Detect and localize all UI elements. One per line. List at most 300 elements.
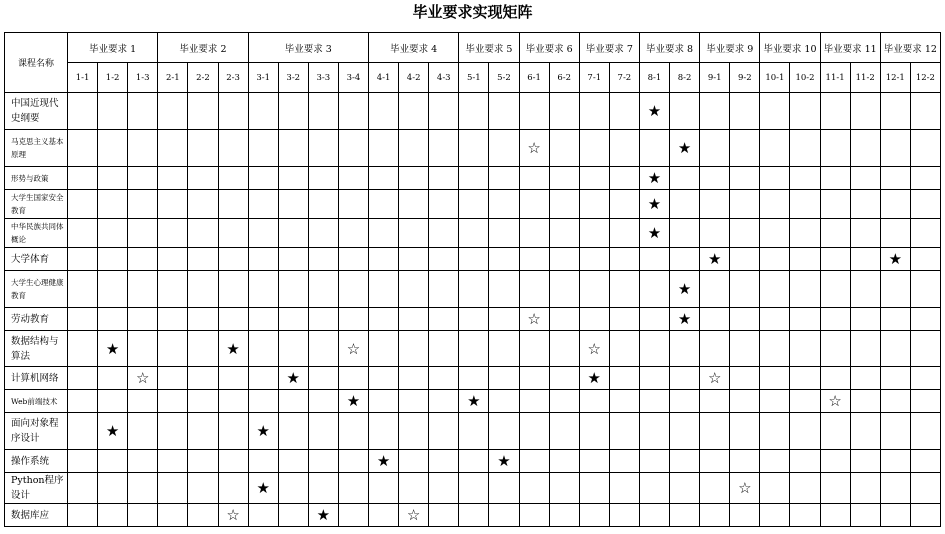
matrix-cell	[68, 271, 98, 308]
matrix-cell	[790, 271, 820, 308]
matrix-cell	[218, 219, 248, 248]
matrix-cell	[730, 413, 760, 450]
sub-requirement-1-3: 1-3	[128, 63, 158, 93]
matrix-cell	[850, 308, 880, 331]
matrix-cell	[880, 331, 910, 367]
matrix-cell	[218, 473, 248, 504]
matrix-cell	[128, 450, 158, 473]
matrix-cell	[158, 271, 188, 308]
matrix-cell	[910, 219, 940, 248]
sub-requirement-2-3: 2-3	[218, 63, 248, 93]
matrix-cell	[369, 308, 399, 331]
matrix-cell	[68, 504, 98, 527]
table-row	[5, 367, 941, 390]
matrix-cell	[639, 331, 669, 367]
matrix-cell	[429, 167, 459, 190]
matrix-cell	[579, 390, 609, 413]
matrix-cell	[68, 248, 98, 271]
filled-star-icon: ★	[670, 130, 700, 167]
matrix-cell	[98, 190, 128, 219]
matrix-cell	[760, 331, 790, 367]
matrix-cell	[188, 219, 218, 248]
course-name: 计算机网络	[5, 367, 68, 390]
matrix-cell	[369, 190, 399, 219]
matrix-cell	[910, 93, 940, 130]
matrix-cell	[730, 219, 760, 248]
matrix-cell	[188, 367, 218, 390]
matrix-cell	[338, 248, 368, 271]
matrix-cell	[760, 271, 790, 308]
matrix-cell	[188, 167, 218, 190]
filled-star-icon: ★	[218, 331, 248, 367]
filled-star-icon: ★	[308, 504, 338, 527]
matrix-cell	[880, 190, 910, 219]
matrix-cell	[910, 167, 940, 190]
matrix-cell	[98, 93, 128, 130]
matrix-cell	[489, 167, 519, 190]
matrix-cell	[850, 219, 880, 248]
matrix-cell	[308, 190, 338, 219]
matrix-cell	[910, 473, 940, 504]
matrix-cell	[700, 331, 730, 367]
matrix-cell	[429, 190, 459, 219]
matrix-cell	[338, 367, 368, 390]
matrix-cell	[639, 473, 669, 504]
matrix-cell	[128, 331, 158, 367]
matrix-cell	[880, 504, 910, 527]
matrix-cell	[369, 473, 399, 504]
matrix-cell	[459, 331, 489, 367]
sub-requirement-9-1: 9-1	[700, 63, 730, 93]
matrix-cell	[278, 504, 308, 527]
course-name-header: 课程名称	[5, 33, 68, 93]
matrix-cell	[760, 367, 790, 390]
table-row	[5, 93, 941, 130]
matrix-cell	[880, 450, 910, 473]
matrix-cell	[850, 271, 880, 308]
requirement-group-7: 毕业要求 7	[579, 33, 639, 63]
matrix-cell	[218, 271, 248, 308]
matrix-cell	[820, 450, 850, 473]
matrix-cell	[459, 93, 489, 130]
matrix-cell	[429, 473, 459, 504]
matrix-cell	[338, 473, 368, 504]
matrix-cell	[519, 167, 549, 190]
filled-star-icon: ★	[639, 219, 669, 248]
matrix-cell	[158, 413, 188, 450]
matrix-cell	[158, 190, 188, 219]
requirement-group-1: 毕业要求 1	[68, 33, 158, 63]
matrix-cell	[429, 308, 459, 331]
matrix-cell	[579, 167, 609, 190]
table-row	[5, 331, 941, 367]
matrix-cell	[369, 219, 399, 248]
matrix-cell	[188, 308, 218, 331]
sub-requirement-6-1: 6-1	[519, 63, 549, 93]
matrix-cell	[760, 130, 790, 167]
matrix-cell	[459, 308, 489, 331]
matrix-cell	[248, 271, 278, 308]
sub-requirement-7-2: 7-2	[609, 63, 639, 93]
matrix-cell	[820, 93, 850, 130]
matrix-cell	[549, 390, 579, 413]
matrix-cell	[369, 504, 399, 527]
requirement-group-10: 毕业要求 10	[760, 33, 820, 63]
matrix-cell	[639, 413, 669, 450]
matrix-cell	[338, 93, 368, 130]
outline-star-icon: ☆	[700, 367, 730, 390]
matrix-cell	[489, 367, 519, 390]
matrix-cell	[700, 93, 730, 130]
matrix-cell	[670, 167, 700, 190]
matrix-cell	[369, 413, 399, 450]
requirement-group-8: 毕业要求 8	[639, 33, 699, 63]
matrix-cell	[399, 308, 429, 331]
matrix-cell	[850, 450, 880, 473]
matrix-cell	[730, 504, 760, 527]
matrix-cell	[308, 219, 338, 248]
filled-star-icon: ★	[338, 390, 368, 413]
matrix-cell	[98, 167, 128, 190]
matrix-cell	[128, 390, 158, 413]
matrix-cell	[278, 413, 308, 450]
table-row	[5, 271, 941, 308]
filled-star-icon: ★	[639, 190, 669, 219]
table-row	[5, 248, 941, 271]
matrix-cell	[910, 190, 940, 219]
matrix-cell	[68, 331, 98, 367]
matrix-cell	[609, 450, 639, 473]
outline-star-icon: ☆	[338, 331, 368, 367]
matrix-cell	[609, 190, 639, 219]
matrix-cell	[519, 248, 549, 271]
matrix-cell	[790, 308, 820, 331]
matrix-cell	[308, 331, 338, 367]
matrix-cell	[218, 167, 248, 190]
matrix-cell	[549, 248, 579, 271]
matrix-cell	[760, 308, 790, 331]
matrix-cell	[68, 308, 98, 331]
matrix-cell	[639, 130, 669, 167]
matrix-cell	[489, 271, 519, 308]
matrix-cell	[248, 331, 278, 367]
matrix-cell	[820, 473, 850, 504]
matrix-cell	[880, 473, 910, 504]
matrix-cell	[850, 473, 880, 504]
matrix-cell	[248, 130, 278, 167]
matrix-cell	[639, 390, 669, 413]
matrix-cell	[700, 130, 730, 167]
matrix-cell	[910, 413, 940, 450]
matrix-cell	[278, 473, 308, 504]
matrix-cell	[369, 248, 399, 271]
matrix-cell	[429, 271, 459, 308]
matrix-cell	[188, 390, 218, 413]
matrix-cell	[609, 367, 639, 390]
filled-star-icon: ★	[670, 271, 700, 308]
requirement-group-9: 毕业要求 9	[700, 33, 760, 63]
matrix-cell	[910, 130, 940, 167]
filled-star-icon: ★	[98, 413, 128, 450]
matrix-cell	[760, 450, 790, 473]
course-name: 面向对象程序设计	[5, 413, 68, 450]
table-row	[5, 413, 941, 450]
matrix-cell	[158, 219, 188, 248]
matrix-cell	[880, 93, 910, 130]
matrix-cell	[338, 130, 368, 167]
matrix-cell	[579, 413, 609, 450]
sub-requirement-3-2: 3-2	[278, 63, 308, 93]
matrix-cell	[730, 308, 760, 331]
matrix-cell	[248, 504, 278, 527]
matrix-cell	[760, 167, 790, 190]
matrix-cell	[158, 167, 188, 190]
sub-header-row	[5, 63, 941, 93]
sub-requirement-3-4: 3-4	[338, 63, 368, 93]
table-row	[5, 450, 941, 473]
matrix-cell	[248, 93, 278, 130]
filled-star-icon: ★	[700, 248, 730, 271]
matrix-cell	[218, 413, 248, 450]
outline-star-icon: ☆	[519, 308, 549, 331]
matrix-cell	[790, 450, 820, 473]
matrix-cell	[459, 473, 489, 504]
matrix-cell	[519, 331, 549, 367]
table-row	[5, 167, 941, 190]
matrix-cell	[579, 450, 609, 473]
matrix-cell	[519, 413, 549, 450]
matrix-cell	[338, 271, 368, 308]
matrix-cell	[670, 190, 700, 219]
matrix-cell	[429, 248, 459, 271]
matrix-cell	[760, 219, 790, 248]
matrix-cell	[399, 167, 429, 190]
matrix-cell	[519, 473, 549, 504]
matrix-cell	[609, 93, 639, 130]
table-row	[5, 504, 941, 527]
matrix-cell	[790, 390, 820, 413]
matrix-cell	[489, 390, 519, 413]
matrix-cell	[128, 271, 158, 308]
matrix-cell	[188, 248, 218, 271]
matrix-cell	[188, 190, 218, 219]
matrix-cell	[489, 219, 519, 248]
matrix-cell	[248, 308, 278, 331]
matrix-cell	[68, 219, 98, 248]
matrix-cell	[639, 248, 669, 271]
matrix-cell	[308, 308, 338, 331]
matrix-cell	[519, 367, 549, 390]
filled-star-icon: ★	[670, 308, 700, 331]
matrix-cell	[579, 473, 609, 504]
sub-requirement-7-1: 7-1	[579, 63, 609, 93]
matrix-cell	[98, 390, 128, 413]
matrix-cell	[459, 450, 489, 473]
matrix-cell	[338, 413, 368, 450]
matrix-cell	[68, 390, 98, 413]
course-name: 大学生国家安全教育	[5, 190, 68, 219]
outline-star-icon: ☆	[579, 331, 609, 367]
matrix-cell	[880, 308, 910, 331]
matrix-cell	[850, 167, 880, 190]
matrix-cell	[730, 367, 760, 390]
matrix-cell	[399, 473, 429, 504]
matrix-cell	[700, 219, 730, 248]
matrix-cell	[519, 450, 549, 473]
matrix-cell	[549, 93, 579, 130]
course-name: 数据结构与算法	[5, 331, 68, 367]
matrix-cell	[308, 248, 338, 271]
matrix-cell	[98, 271, 128, 308]
matrix-cell	[700, 271, 730, 308]
filled-star-icon: ★	[639, 93, 669, 130]
matrix-cell	[670, 473, 700, 504]
matrix-cell	[128, 504, 158, 527]
matrix-cell	[700, 390, 730, 413]
matrix-cell	[399, 367, 429, 390]
matrix-cell	[459, 504, 489, 527]
matrix-cell	[730, 190, 760, 219]
matrix-cell	[188, 450, 218, 473]
matrix-cell	[128, 413, 158, 450]
matrix-cell	[128, 167, 158, 190]
matrix-cell	[579, 190, 609, 219]
matrix-cell	[369, 390, 399, 413]
matrix-cell	[278, 271, 308, 308]
requirement-group-3: 毕业要求 3	[248, 33, 368, 63]
matrix-cell	[338, 219, 368, 248]
matrix-cell	[489, 413, 519, 450]
matrix-cell	[549, 308, 579, 331]
course-name: 中国近现代史纲要	[5, 93, 68, 130]
matrix-cell	[910, 504, 940, 527]
matrix-cell	[850, 367, 880, 390]
sub-requirement-4-2: 4-2	[399, 63, 429, 93]
matrix-cell	[910, 248, 940, 271]
matrix-cell	[369, 367, 399, 390]
matrix-cell	[609, 504, 639, 527]
matrix-cell	[820, 248, 850, 271]
group-header-row	[5, 33, 941, 63]
matrix-cell	[399, 331, 429, 367]
filled-star-icon: ★	[489, 450, 519, 473]
matrix-cell	[248, 167, 278, 190]
matrix-cell	[248, 367, 278, 390]
matrix-cell	[820, 167, 850, 190]
table-row	[5, 308, 941, 331]
matrix-cell	[790, 473, 820, 504]
matrix-cell	[369, 167, 399, 190]
matrix-cell	[790, 219, 820, 248]
matrix-cell	[700, 473, 730, 504]
table-row	[5, 190, 941, 219]
matrix-cell	[790, 413, 820, 450]
matrix-cell	[218, 390, 248, 413]
sub-requirement-10-1: 10-1	[760, 63, 790, 93]
matrix-cell	[399, 413, 429, 450]
matrix-cell	[730, 248, 760, 271]
table-row	[5, 130, 941, 167]
matrix-cell	[399, 390, 429, 413]
matrix-cell	[188, 413, 218, 450]
matrix-cell	[369, 93, 399, 130]
matrix-cell	[128, 190, 158, 219]
matrix-cell	[489, 473, 519, 504]
matrix-cell	[338, 308, 368, 331]
matrix-cell	[790, 504, 820, 527]
matrix-cell	[218, 308, 248, 331]
matrix-cell	[880, 367, 910, 390]
filled-star-icon: ★	[459, 390, 489, 413]
matrix-cell	[459, 167, 489, 190]
matrix-cell	[850, 331, 880, 367]
sub-requirement-4-3: 4-3	[429, 63, 459, 93]
table-row	[5, 390, 941, 413]
matrix-cell	[128, 219, 158, 248]
matrix-cell	[399, 450, 429, 473]
matrix-cell	[399, 93, 429, 130]
matrix-table	[4, 32, 941, 527]
matrix-cell	[730, 271, 760, 308]
matrix-cell	[489, 248, 519, 271]
matrix-cell	[158, 367, 188, 390]
requirement-group-11: 毕业要求 11	[820, 33, 880, 63]
matrix-cell	[549, 190, 579, 219]
matrix-cell	[429, 219, 459, 248]
sub-requirement-11-1: 11-1	[820, 63, 850, 93]
matrix-cell	[308, 450, 338, 473]
matrix-cell	[128, 93, 158, 130]
matrix-cell	[850, 93, 880, 130]
matrix-cell	[850, 248, 880, 271]
filled-star-icon: ★	[880, 248, 910, 271]
outline-star-icon: ☆	[820, 390, 850, 413]
requirement-group-12: 毕业要求 12	[880, 33, 940, 63]
matrix-cell	[549, 504, 579, 527]
matrix-cell	[820, 331, 850, 367]
matrix-cell	[609, 390, 639, 413]
matrix-cell	[248, 450, 278, 473]
matrix-cell	[68, 413, 98, 450]
matrix-cell	[128, 248, 158, 271]
sub-requirement-1-2: 1-2	[98, 63, 128, 93]
matrix-cell	[820, 190, 850, 219]
sub-requirement-5-1: 5-1	[459, 63, 489, 93]
matrix-cell	[519, 93, 549, 130]
matrix-cell	[790, 93, 820, 130]
sub-requirement-8-2: 8-2	[670, 63, 700, 93]
matrix-cell	[218, 190, 248, 219]
matrix-cell	[98, 450, 128, 473]
filled-star-icon: ★	[248, 413, 278, 450]
matrix-cell	[278, 450, 308, 473]
matrix-cell	[700, 167, 730, 190]
outline-star-icon: ☆	[399, 504, 429, 527]
matrix-cell	[880, 390, 910, 413]
matrix-cell	[489, 93, 519, 130]
matrix-cell	[910, 271, 940, 308]
matrix-cell	[880, 413, 910, 450]
matrix-cell	[399, 190, 429, 219]
matrix-cell	[820, 308, 850, 331]
matrix-cell	[760, 248, 790, 271]
matrix-cell	[549, 367, 579, 390]
matrix-cell	[880, 130, 910, 167]
matrix-cell	[670, 390, 700, 413]
outline-star-icon: ☆	[128, 367, 158, 390]
matrix-cell	[880, 167, 910, 190]
matrix-cell	[609, 308, 639, 331]
